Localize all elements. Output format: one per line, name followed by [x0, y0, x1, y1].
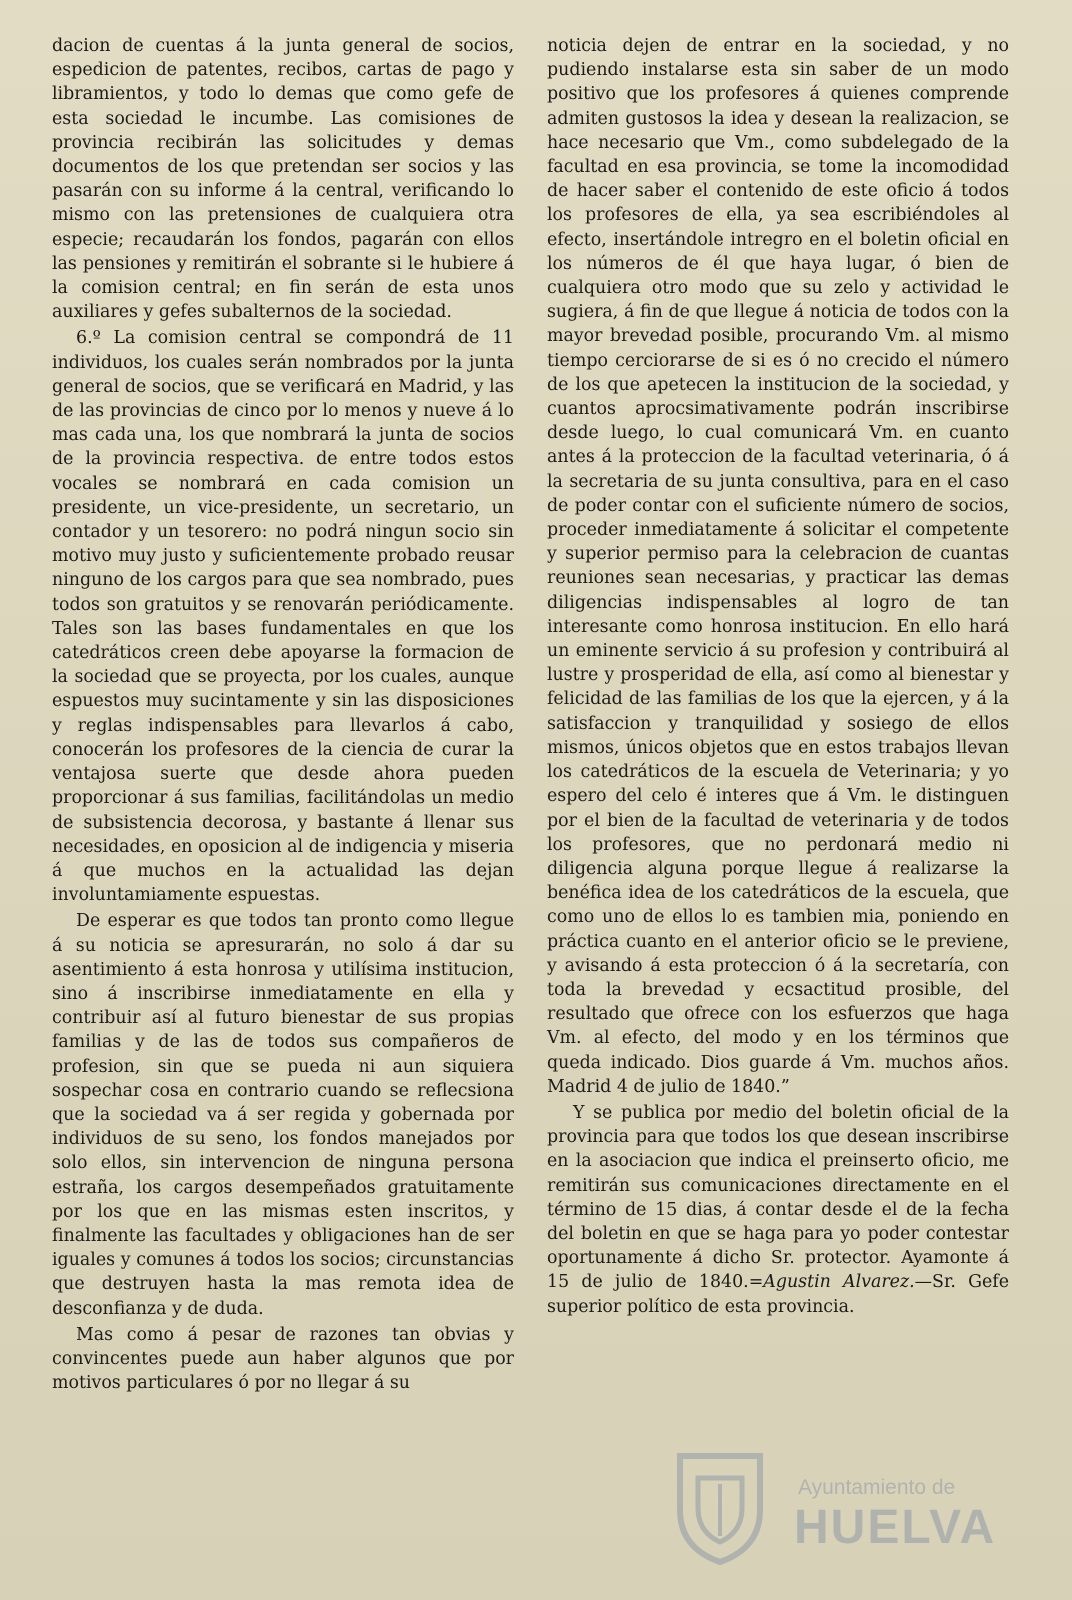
left-column — [52, 34, 514, 1395]
paragraph-however: Mas como á pesar de razones tan obvias y convincentes puede aun haber algunos que por motivos particulares ó por no llegar á su — [52, 1324, 514, 1394]
archive-watermark — [640, 1448, 1020, 1568]
paragraph-article-6: 6.º La comision central se compondrá de 11 individuos, los cuales serán nombrados por la junta general de socios, que se verificará en Madrid, y las de las provincias de cinco por lo menos y nueve á lo mas cada una, los que nombrará la junta de socios de la provincia respectiva. de entre todos estos vocales se nombrará en cada comision un presidente, un vice-presidente, un secretario, un contador y un tesorero: no podrá ningun socio sin motivo muy justo y suficientemente probado reusar ninguno de los cargos para que sea nombrado, pues todos son gratuitos y se renovarán periódicamente. Tales son las bases fundamentales en que los catedráticos creen debe apoyarse la formacion de la sociedad que se proyecta, por los cuales, aunque espuestos muy sucintamente y sin las disposiciones y reglas indispensables para llevarlos á cabo, conocerán los profesores de la ciencia de curar la ventajosa suerte que desde ahora pueden proporcionar á sus familias, facilitándolas un medio de subsistencia decorosa, y bastante á llenar sus necesidades, en oposicion al de indigencia y miseria á que muchos en la actualidad las dejan involuntamiamente espuestas. — [52, 328, 514, 906]
paragraph-continuation: dacion de cuentas á la junta general de socios, espedicion de patentes, recibos, cartas de pago y libramientos, y todo lo demas que como gefe de esta sociedad le incumbe. Las comisiones de provincia recibirán las solicitudes y demas documentos de los que pretendan ser socios y las pasarán con su informe á la central, verificando lo mismo con las pretensiones de cualquiera otra especie; recaudarán los fondos, pagarán con ellos las pensiones y remitirán el sobrante si le hubiere á la comision central; en fin serán de esta unos auxiliares y gefes subalternos de la sociedad. — [52, 36, 514, 323]
paragraph-publication — [547, 1101, 1009, 1319]
signature-name: Agustin Alvarez. — [763, 1272, 915, 1293]
watermark-line-2: HUELVA — [794, 1501, 997, 1554]
watermark-line-1: Ayuntamiento de — [798, 1476, 956, 1499]
addressee: —Sr. Gefe superior político de esta provincia. — [547, 1272, 1009, 1317]
paragraph-request: noticia dejen de entrar en la sociedad, y no pudiendo instalarse esta sin saber de un modo positivo que los profesores á quienes comprende admiten gustosos la idea y desean la realizacion, se hace necesario que Vm., como subdelegado de la facultad en esa provincia, se tome la incomodidad de hacer saber el contenido de este oficio á todos los profesores de ella, ya sea escribiéndoles al efecto, insertándole intregro en el boletin oficial en los números de él que haya lugar, ó bien de cualquiera otro modo que su zelo y actividad le sugiera, á fin de que llegue á noticia de todos con la mayor brevedad posible, procurando Vm. al mismo tiempo cerciorarse de si es ó no crecido el número de los que apetecen la institucion de la sociedad, y cuantos aprocsimativamente podrán inscribirse desde luego, lo cual comunicará Vm. en cuanto antes á la proteccion de la facultad veterinaria, ó á la secretaria de su junta consultiva, para en el caso de poder contar con el suficiente número de socios, proceder inmediatamente á solicitar el competente y superior permiso para la celebracion de cuantas reuniones sean necesarias, y practicar las demas diligencias indispensables al logro de tan interesante como honrosa institucion. En ello hará un eminente servicio á su profesion y contribuirá al lustre y prosperidad de ella, así como al bienestar y felicidad de las familias de los que la ejercen, y á la satisfaccion y tranquilidad y sosiego de ellos mismos, únicos objetos que en estos trabajos llevan los catedráticos de la escuela de Veterinaria; y yo espero del celo é interes que á Vm. le distinguen por el bien de la facultad de veterinaria y de todos los profesores, que no perdonará medio ni diligencia alguna porque llegue á realizarse la benéfica idea de los catedráticos de la escuela, que como uno de ellos lo es tambien mia, poniendo en práctica cuanto en el anterior oficio se le previene, y avisando á esta proteccion ó á la secretaría, con toda la brevedad y ecsactitud prosible, del resultado que ofrece con los esfuerzos que haga Vm. al efecto, del modo y en los términos que queda indicado. Dios guarde á Vm. muchos años. Madrid 4 de julio de 1840.” — [547, 36, 1009, 1097]
shield-icon — [660, 1448, 780, 1568]
publication-text: Y se publica por medio del boletin oficial de la provincia para que todos los que desean inscribirse en la asociacion que indica el preinserto oficio, me remitirán sus comunicaciones directamente en el término de 15 dias, á contar desde el de la fecha del boletin en que se haga para yo poder contestar oportunamente á dicho Sr. protector. Ayamonte á 15 de julio de 1840.= — [547, 1102, 1009, 1293]
right-column — [547, 34, 1009, 1319]
paragraph-expectation: De esperar es que todos tan pronto como llegue á su noticia se apresurarán, no solo á dar su asentimiento á esta honrosa y utilísima institucion, sino á inscribirse inmediatamente en ella y contribuir así al futuro bienestar de sus propias familias y de las de todos sus compañeros de profesion, sin que se pueda ni aun siquiera sospechar cosa en contrario cuando se reflecsiona que la sociedad va á ser regida y gobernada por individuos de su seno, los fondos manejados por solo ellos, sin intervencion de ninguna persona estraña, los cargos desempeñados gratuitamente por los que en las mismas esten inscritos, y finalmente las facultades y obligaciones han de ser iguales y comunes á todos los socios; circunstancias que destruyen hasta la mas remota idea de desconfianza y de duda. — [52, 911, 514, 1319]
